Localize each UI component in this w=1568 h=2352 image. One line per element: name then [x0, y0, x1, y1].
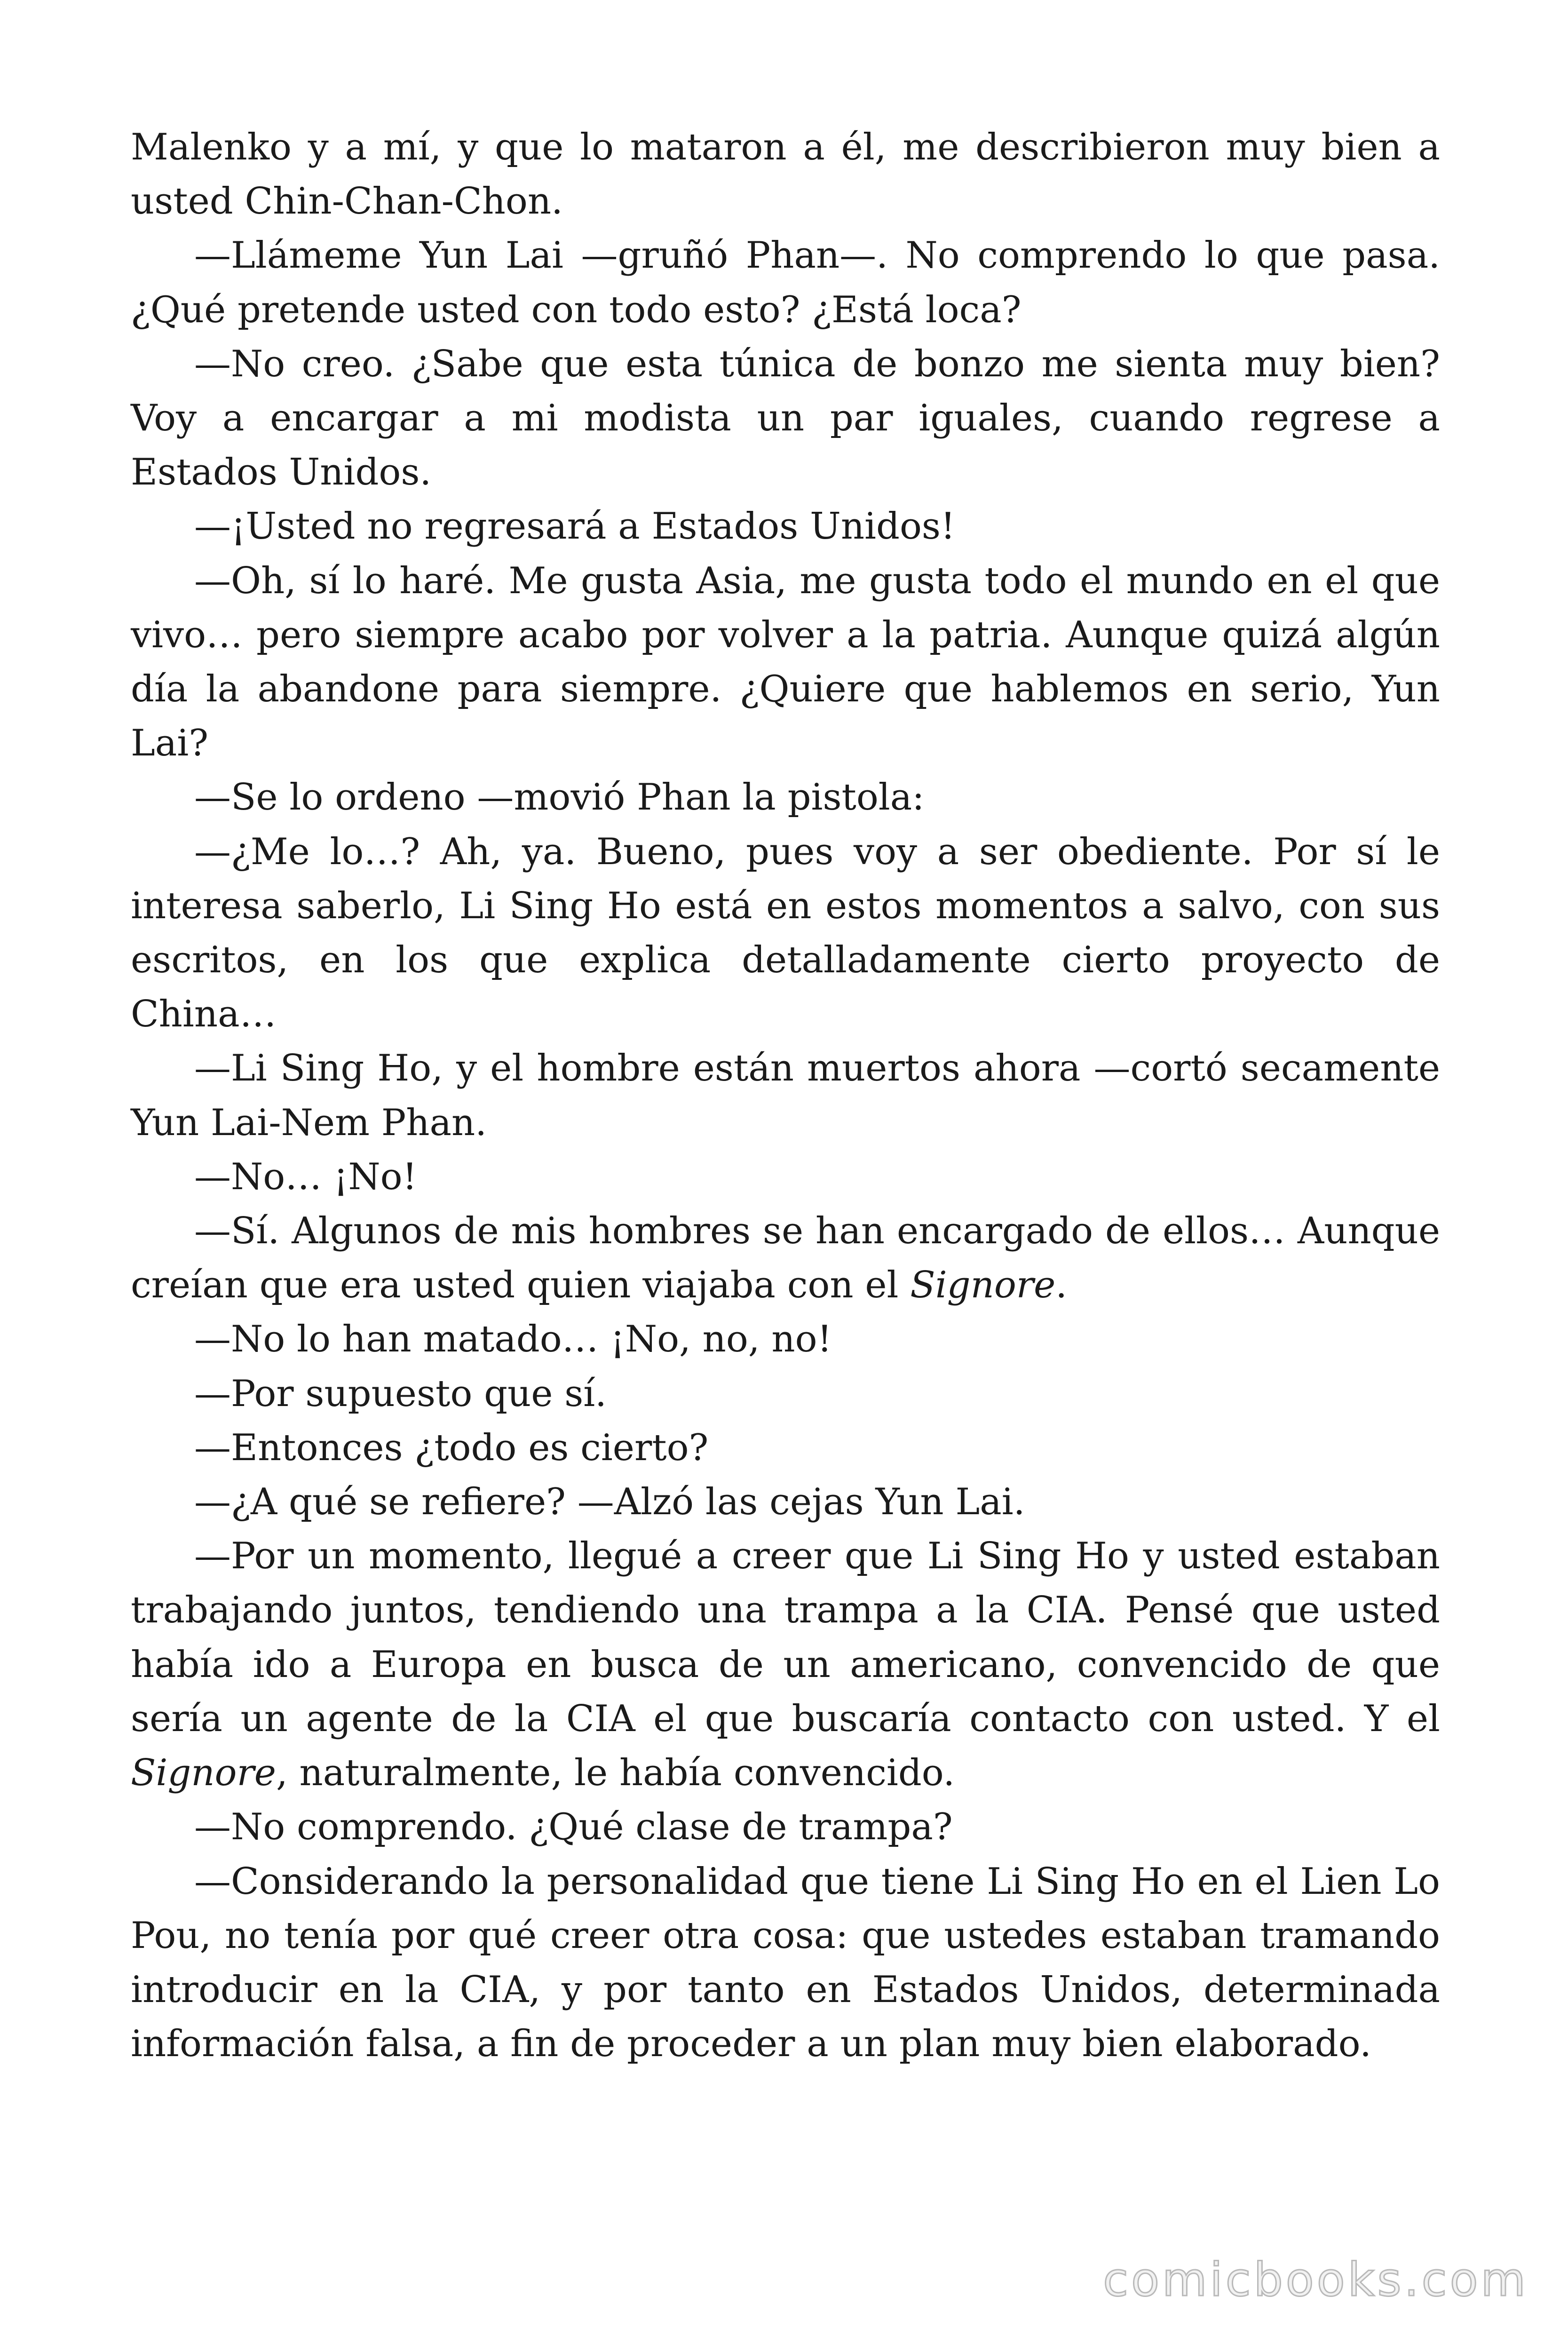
paragraph: —Llámeme Yun Lai —gruñó Phan—. No comprendo lo que pasa. ¿Qué pretende usted con todo esto? ¿Está loca?	[131, 234, 1440, 331]
paragraph: —Li Sing Ho, y el hombre están muertos ahora —cortó secamente Yun Lai-Nem Phan.	[131, 1047, 1440, 1144]
paragraph: —No creo. ¿Sabe que esta túnica de bonzo me sienta muy bien? Voy a encargar a mi modista un par iguales, cuando regrese a Estados Unidos.	[131, 342, 1440, 494]
paragraph: —No comprendo. ¿Qué clase de trampa?	[194, 1806, 953, 1849]
paragraph: —Sí. Algunos de mis hombres se han encargado de ellos… Aunque creían que era usted quien viajaba con el Signore.	[131, 1210, 1440, 1307]
paragraph: —Oh, sí lo haré. Me gusta Asia, me gusta todo el mundo en el que vivo… pero siempre acabo por volver a la patria. Aunque quizá algún día la abandone para siempre. ¿Quiere que hablemos en serio, Yun Lai?	[131, 559, 1440, 765]
italic-text: Signore	[131, 1752, 276, 1795]
paragraph: —No lo han matado… ¡No, no, no!	[194, 1318, 832, 1361]
paragraph: —Considerando la personalidad que tiene Li Sing Ho en el Lien Lo Pou, no tenía por qué creer otra cosa: que ustedes estaban tramando introducir en la CIA, y por tanto en Estados Unidos, determinada información falsa, a fin de proceder a un plan muy bien elaborado.	[131, 1860, 1440, 2066]
book-page-text	[131, 120, 1440, 2071]
watermark: comicbooks.com	[1103, 2253, 1528, 2307]
italic-text: Signore	[910, 1264, 1056, 1307]
paragraph: —¿A qué se refiere? —Alzó las cejas Yun Lai.	[194, 1481, 1025, 1524]
paragraph: —Por supuesto que sí.	[194, 1372, 607, 1415]
paragraph: Malenko y a mí, y que lo mataron a él, me describieron muy bien a usted Chin-Chan-Chon.	[131, 126, 1440, 223]
paragraph: —Entonces ¿todo es cierto?	[194, 1426, 709, 1469]
paragraph: —¡Usted no regresará a Estados Unidos!	[194, 505, 956, 548]
paragraph: —Se lo ordeno —movió Phan la pistola:	[194, 776, 925, 819]
paragraph: —¿Me lo…? Ah, ya. Bueno, pues voy a ser obediente. Por sí le interesa saberlo, Li Sing Ho está en estos momentos a salvo, con sus escritos, en los que explica detalladamente cierto proyecto de China…	[131, 830, 1440, 1036]
paragraph: —No… ¡No!	[194, 1155, 417, 1198]
paragraph: —Por un momento, llegué a creer que Li Sing Ho y usted estaban trabajando juntos, tendiendo una trampa a la CIA. Pensé que usted había ido a Europa en busca de un americano, convencido de que sería un agente de la CIA el que buscaría contacto con usted. Y el Signore, naturalmente, le había convencido.	[131, 1535, 1440, 1795]
